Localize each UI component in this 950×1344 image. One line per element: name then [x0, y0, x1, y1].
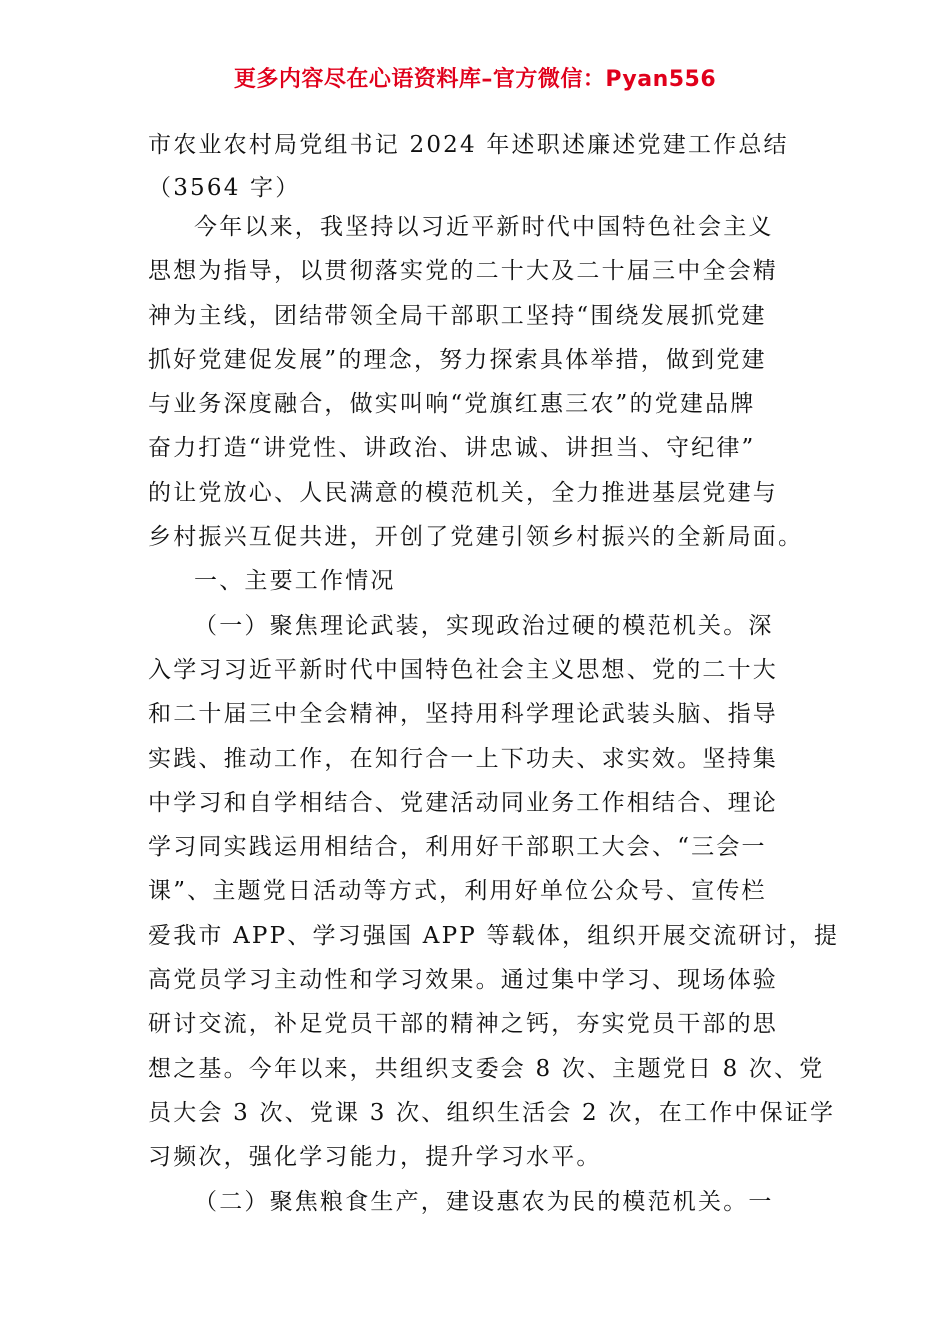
document-body	[148, 205, 840, 1224]
paragraph-line: 想之基。今年以来，共组织支委会 8 次、主题党日 8 次、党	[148, 1055, 825, 1082]
paragraph-line: 中学习和自学相结合、党建活动同业务工作相结合、理论	[148, 789, 778, 816]
paragraph-line: 思想为指导，以贯彻落实党的二十大及二十届三中全会精	[148, 258, 778, 285]
title-line: 市农业农村局党组书记 2024 年述职述廉述党建工作总结	[148, 132, 789, 158]
paragraph-line: 今年以来，我坚持以习近平新时代中国特色社会主义	[194, 214, 774, 240]
paragraph-line: 神为主线，团结带领全局干部职工坚持“围绕发展抓党建	[148, 302, 767, 329]
title-word-count: （3564 字）	[148, 175, 301, 201]
paragraph-line: 和二十届三中全会精神，坚持用科学理论武装头脑、指导	[148, 701, 778, 728]
paragraph-line: 课”、主题党日活动等方式，利用好单位公众号、宣传栏	[148, 878, 767, 905]
paragraph-line: 入学习习近平新时代中国特色社会主义思想、党的二十大	[148, 656, 778, 683]
paragraph-line: 爱我市 APP、学习强国 APP 等载体，组织开展交流研讨，提	[148, 922, 840, 949]
subsection-heading-line: （一）聚焦理论武装，实现政治过硬的模范机关。深	[194, 612, 774, 639]
paragraph-line: 学习同实践运用相结合，利用好干部职工大会、“三会一	[148, 834, 767, 861]
paragraph-line: 奋力打造“讲党性、讲政治、讲忠诚、讲担当、守纪律”	[148, 435, 756, 462]
header-banner: 更多内容尽在心语资料库–官方微信：Pyan556	[233, 67, 717, 92]
paragraph-line: 高党员学习主动性和学习效果。通过集中学习、现场体验	[148, 967, 778, 994]
document-title	[148, 124, 808, 210]
paragraph-line: 研讨交流，补足党员干部的精神之钙，夯实党员干部的思	[148, 1011, 778, 1038]
paragraph-line: 抓好党建促发展”的理念，努力探索具体举措，做到党建	[148, 346, 767, 373]
paragraph-line: 习频次，强化学习能力，提升学习水平。	[148, 1144, 602, 1171]
paragraph-line: 与业务深度融合，做实叫响“党旗红惠三农”的党建品牌	[148, 391, 756, 418]
paragraph-line: 员大会 3 次、党课 3 次、组织生活会 2 次，在工作中保证学	[148, 1099, 836, 1126]
paragraph-line: 实践、推动工作，在知行合一上下功夫、求实效。坚持集	[148, 745, 778, 772]
paragraph-line: 乡村振兴互促共进，开创了党建引领乡村振兴的全新局面。	[148, 524, 804, 551]
subsection-heading-line: （二）聚焦粮食生产，建设惠农为民的模范机关。一	[194, 1188, 774, 1215]
section-heading: 一、主要工作情况	[194, 568, 396, 595]
paragraph-line: 的让党放心、人民满意的模范机关，全力推进基层党建与	[148, 479, 778, 506]
